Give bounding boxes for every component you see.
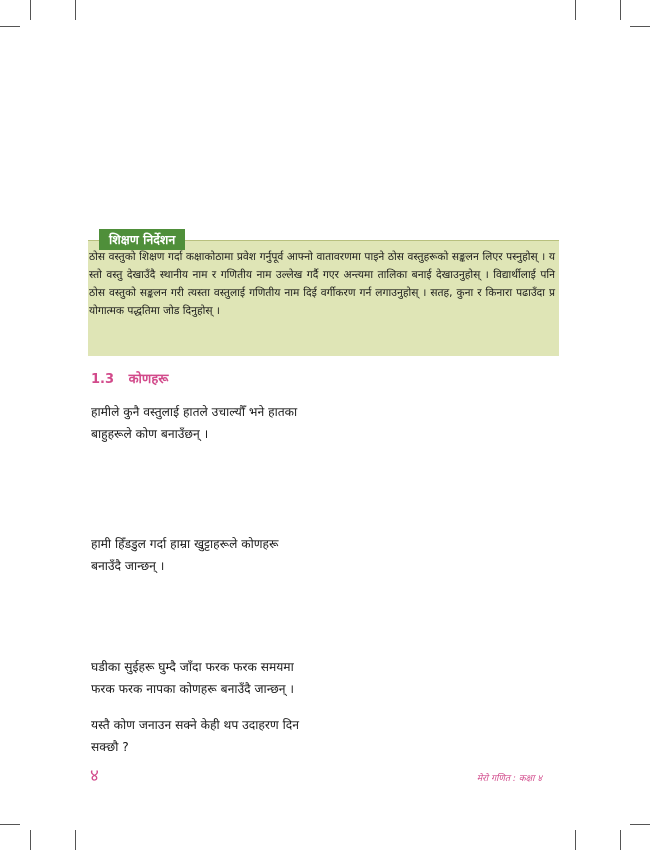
section-heading bbox=[91, 369, 168, 387]
paragraph-line: सक्छौ ? bbox=[91, 740, 129, 754]
crop-mark bbox=[630, 26, 650, 27]
crop-mark bbox=[620, 0, 621, 20]
crop-mark bbox=[630, 824, 650, 825]
crop-mark bbox=[30, 830, 31, 850]
crop-mark bbox=[75, 0, 76, 20]
paragraph-line: यस्तै कोण जनाउन सक्ने केही थप उदाहरण दिन bbox=[91, 718, 299, 732]
paragraph-line: हामीले कुनै वस्तुलाई हातले उचाल्यौँ भने हातका bbox=[91, 405, 298, 419]
page-number: ४ bbox=[90, 766, 99, 786]
paragraph bbox=[91, 401, 297, 445]
instruction-box-title: शिक्षण निर्देशन bbox=[99, 229, 185, 250]
instruction-box-text: ठोस वस्तुको शिक्षण गर्दा कक्षाकोठामा प्रवेश गर्नुपूर्व आफ्नो वातावरणमा पाइने ठोस वस्तुहरूको सङ्कलन लिएर पस्नुहोस् । यस्तो वस्तु देखाउँदै स्थानीय नाम र गणितीय नाम उल्लेख गर्दै गएर अन्त्यमा तालिका बनाई देखाउनुहोस् । विद्यार्थीलाई पनि ठोस वस्तुको सङ्कलन गरी त्यस्ता वस्तुलाई गणितीय नाम दिई वर्गीकरण गर्न लगाउनुहोस् । सतह, कुना र किनारा पढाउँदा प्रयोगात्मक पद्धतिमा जोड दिनुहोस् । bbox=[89, 251, 555, 317]
paragraph-line: हामी हिँडडुल गर्दा हाम्रा खुट्टाहरूले कोणहरू bbox=[91, 537, 279, 551]
paragraph-line: फरक फरक नापका कोणहरू बनाउँदै जान्छन् । bbox=[91, 682, 294, 696]
section-title: कोणहरू bbox=[128, 372, 169, 387]
paragraph bbox=[91, 656, 294, 700]
crop-mark bbox=[75, 830, 76, 850]
crop-mark bbox=[620, 830, 621, 850]
paragraph-line: बाहुहरूले कोण बनाउँछन् । bbox=[91, 427, 209, 441]
crop-mark bbox=[575, 0, 576, 20]
crop-mark bbox=[30, 0, 31, 20]
section-number: 1.3 bbox=[91, 372, 115, 387]
crop-mark bbox=[0, 26, 20, 27]
crop-mark bbox=[0, 824, 20, 825]
paragraph bbox=[91, 533, 279, 577]
paragraph-line: घडीका सुईहरू घुम्दै जाँदा फरक फरक समयमा bbox=[91, 660, 294, 674]
book-title: मेरो गणित : कक्षा ४ bbox=[476, 774, 542, 784]
paragraph-line: बनाउँदै जान्छन् । bbox=[91, 559, 165, 573]
paragraph bbox=[91, 714, 299, 758]
crop-mark bbox=[575, 830, 576, 850]
